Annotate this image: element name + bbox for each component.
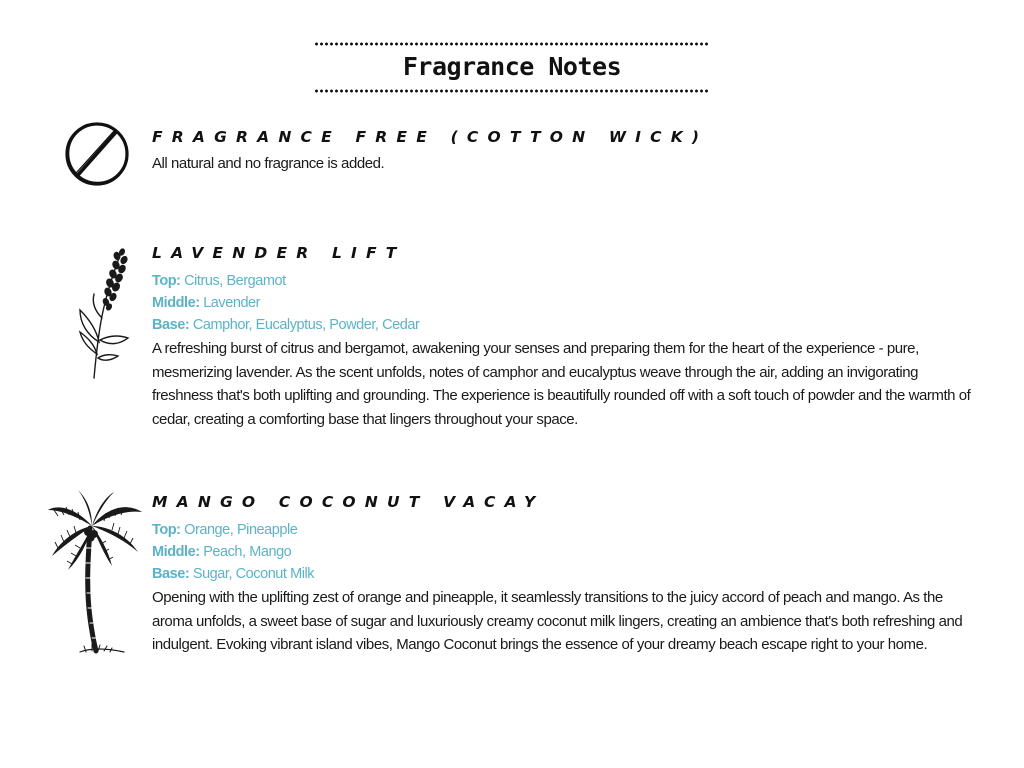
no-symbol-icon (63, 120, 131, 188)
section-mango-coconut-vacay (152, 492, 982, 657)
page-header (314, 40, 710, 96)
note-middle (152, 541, 982, 563)
section-title: MANGO COCONUT VACAY (152, 493, 545, 511)
palm-tree-icon (46, 488, 146, 658)
section-description: Opening with the uplifting zest of orange and pineapple, it seamlessly transitions to the juicy accord of peach and mango. As the aroma unfolds, a sweet base of sugar and luxuriously creamy coconut milk lingers, creating an ambience that's both refreshing and indulgent. Evoking vibrant island vibes, Mango Coconut brings the essence of your dreamy beach escape right to your home. (152, 589, 963, 653)
note-value: Citrus, Bergamot (184, 273, 286, 289)
section-lavender-lift (152, 243, 982, 431)
notes-list (152, 270, 982, 336)
note-label: Middle: (152, 544, 200, 560)
page-title: Fragrance Notes (402, 52, 622, 81)
dotted-divider-bottom (314, 89, 710, 93)
note-value: Orange, Pineapple (184, 522, 298, 538)
note-label: Top: (152, 522, 181, 538)
section-description: A refreshing burst of citrus and bergamot, awakening your senses and preparing them for the heart of the experience - pure, mesmerizing lavender. As the scent unfolds, notes of camphor and eucalyptus weave through the air, adding an invigorating freshness that's both uplifting and grounding. The experience is beautifully rounded off with a soft touch of powder and the warmth of cedar, creating a comforting base that lingers throughout your space. (152, 340, 971, 428)
notes-list (152, 519, 982, 585)
note-label: Top: (152, 273, 181, 289)
section-title: LAVENDER LIFT (152, 244, 406, 262)
note-label: Base: (152, 566, 190, 582)
note-base (152, 563, 982, 585)
note-top (152, 519, 982, 541)
note-value: Peach, Mango (203, 544, 292, 560)
section-title: FRAGRANCE FREE (COTTON WICK) (152, 128, 709, 146)
note-value: Lavender (203, 295, 261, 311)
note-value: Sugar, Coconut Milk (192, 566, 315, 582)
lavender-sprig-icon (72, 246, 132, 382)
section-fragrance-free (152, 127, 982, 176)
note-value: Camphor, Eucalyptus, Powder, Cedar (192, 317, 420, 333)
note-base (152, 314, 982, 336)
note-label: Base: (152, 317, 190, 333)
dotted-divider-top (314, 42, 710, 46)
note-middle (152, 292, 982, 314)
note-top (152, 270, 982, 292)
note-label: Middle: (152, 295, 200, 311)
section-description: All natural and no fragrance is added. (152, 155, 385, 172)
